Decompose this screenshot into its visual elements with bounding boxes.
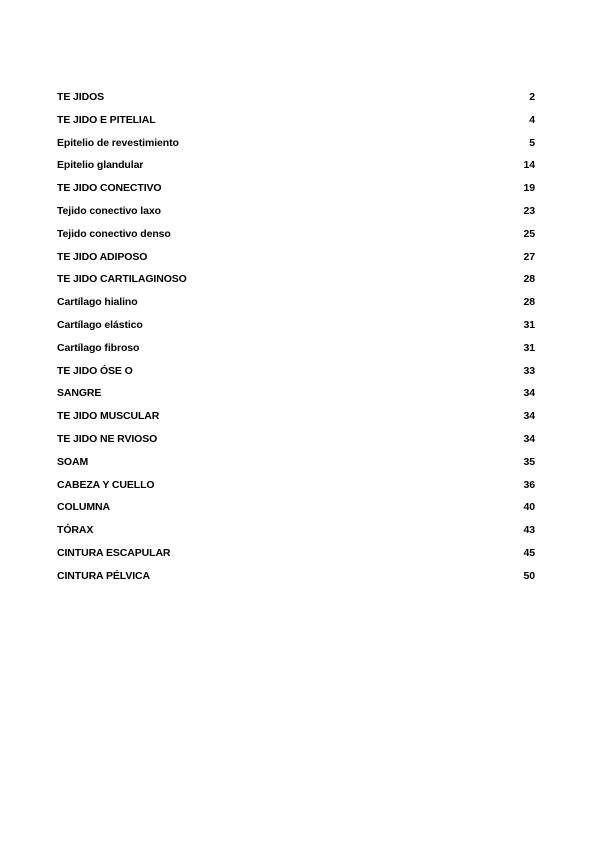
toc-entry[interactable] (57, 386, 535, 409)
toc-entry[interactable] (57, 318, 535, 341)
table-of-contents (57, 90, 535, 592)
toc-entry-page: 40 (523, 501, 535, 514)
toc-entry-page: 50 (523, 569, 535, 582)
toc-entry-page: 36 (523, 478, 535, 491)
toc-entry-page: 4 (529, 113, 535, 126)
toc-entry[interactable] (57, 478, 535, 501)
toc-entry-page: 5 (529, 136, 535, 149)
toc-entry-title: CABEZA Y CUELLO (57, 478, 155, 491)
toc-entry-title: Tejido conectivo denso (57, 227, 171, 240)
toc-entry[interactable] (57, 227, 535, 250)
toc-entry[interactable] (57, 272, 535, 295)
toc-entry[interactable] (57, 113, 535, 136)
toc-entry-page: 2 (529, 91, 535, 103)
toc-entry-page: 34 (523, 410, 535, 423)
toc-entry-page: 45 (523, 546, 535, 559)
toc-entry-title: COLUMNA (57, 501, 110, 514)
toc-entry[interactable] (57, 432, 535, 455)
toc-entry[interactable] (57, 409, 535, 432)
toc-entry-title: SANGRE (57, 387, 102, 400)
toc-entry-title: SOAM (57, 455, 89, 468)
toc-entry-title: TE JIDO ADIPOSO (57, 250, 148, 263)
toc-entry-title: TE JIDO ÓSE O (57, 364, 133, 377)
toc-entry[interactable] (57, 546, 535, 569)
toc-entry-page: 35 (523, 455, 535, 468)
toc-entry[interactable] (57, 250, 535, 273)
toc-entry-title: CINTURA ESCAPULAR (57, 546, 171, 559)
toc-entry-title: Cartílago hialino (57, 296, 138, 309)
toc-entry-title: Epitelio de revestimiento (57, 136, 179, 149)
toc-entry-title: TE JIDO MUSCULAR (57, 410, 160, 423)
toc-entry[interactable] (57, 158, 535, 181)
toc-entry-page: 34 (523, 432, 535, 445)
toc-entry-title: TE JIDO E PITELIAL (57, 113, 156, 126)
toc-entry-page: 28 (523, 296, 535, 309)
toc-entry-title: Cartílago fibroso (57, 341, 140, 354)
toc-entry-page: 31 (523, 318, 535, 331)
toc-entry-title: Cartílago elástico (57, 318, 143, 331)
toc-entry-page: 27 (523, 250, 535, 263)
toc-entry[interactable] (57, 295, 535, 318)
toc-entry-page: 23 (523, 204, 535, 217)
toc-entry-page: 31 (523, 341, 535, 354)
toc-entry-title: CINTURA PÉLVICA (57, 569, 151, 582)
toc-entry[interactable] (57, 455, 535, 478)
toc-entry-page: 19 (523, 182, 535, 195)
toc-entry-title: TE JIDO CONECTIVO (57, 182, 162, 195)
toc-entry[interactable] (57, 204, 535, 227)
toc-entry[interactable] (57, 500, 535, 523)
toc-entry-title: TE JIDO CARTILAGINOSO (57, 273, 187, 286)
toc-entry[interactable] (57, 523, 535, 546)
toc-entry[interactable] (57, 364, 535, 387)
toc-entry-title: TE JIDO NE RVIOSO (57, 432, 158, 445)
toc-entry-page: 43 (523, 524, 535, 537)
toc-entry-page: 34 (523, 387, 535, 400)
toc-entry[interactable] (57, 569, 535, 592)
toc-entry-page: 25 (523, 227, 535, 240)
toc-entry[interactable] (57, 136, 535, 159)
toc-entry-page: 33 (523, 364, 535, 377)
toc-entry-title: TÓRAX (57, 524, 94, 537)
toc-entry-page: 28 (523, 273, 535, 286)
toc-entry[interactable] (57, 90, 535, 113)
toc-entry-title: Tejido conectivo laxo (57, 204, 161, 217)
toc-entry-title: Epitelio glandular (57, 159, 144, 172)
toc-entry-title: TE JIDOS (57, 91, 105, 103)
toc-entry-page: 14 (523, 159, 535, 172)
toc-entry[interactable] (57, 181, 535, 204)
toc-entry[interactable] (57, 341, 535, 364)
